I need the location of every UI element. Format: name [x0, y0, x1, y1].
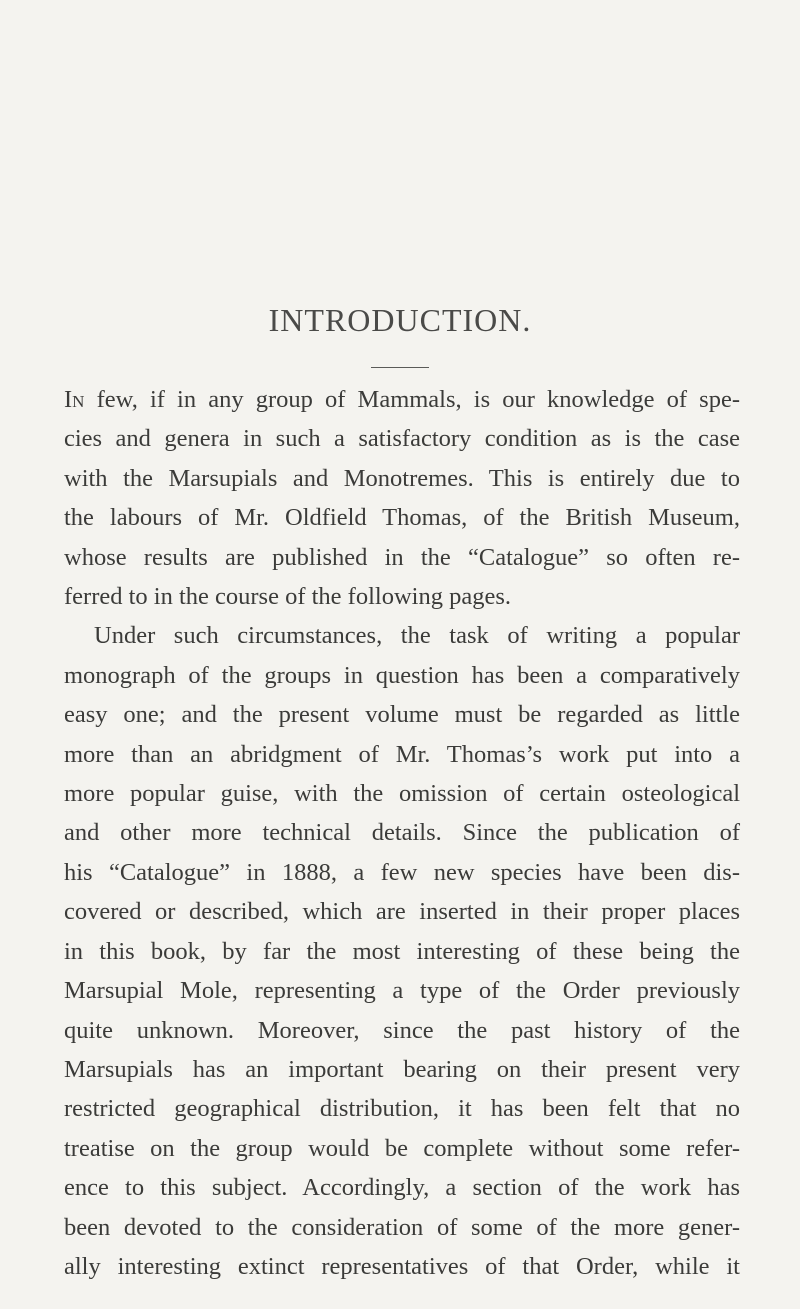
- text-line: easy one; and the present volume must be regarded as little: [64, 701, 740, 729]
- text-line: in this book, by far the most interesting of these being the: [64, 937, 740, 965]
- introduction-text: [64, 380, 740, 1286]
- text-line: In few, if in any group of Mammals, is our knowledge of spe-: [64, 386, 740, 413]
- text-line: the labours of Mr. Oldfield Thomas, of the British Museum,: [64, 504, 740, 532]
- text-line: more than an abridgment of Mr. Thomas’s work put into a: [64, 740, 740, 768]
- page-title: INTRODUCTION.: [268, 302, 532, 338]
- title-rule: [371, 367, 429, 368]
- text-line: cies and genera in such a satisfactory condition as is the case: [64, 425, 740, 453]
- text-line: Marsupials has an important bearing on their present very: [64, 1055, 740, 1083]
- text-line: covered or described, which are inserted in their proper places: [64, 898, 740, 926]
- text-line: ferred to in the course of the following pages.: [64, 583, 511, 611]
- text-line: ally interesting extinct representatives of that Order, while it: [64, 1252, 740, 1280]
- text-line: been devoted to the consideration of some of the more gener-: [64, 1213, 740, 1241]
- text-line: and other more technical details. Since the publication of: [64, 819, 740, 847]
- drop-word: In: [64, 386, 85, 413]
- text-line: restricted geographical distribution, it has been felt that no: [64, 1095, 740, 1123]
- text-line: monograph of the groups in question has been a comparatively: [64, 661, 740, 689]
- text-line: Under such circumstances, the task of writing a popular: [94, 622, 740, 650]
- text-line: treatise on the group would be complete without some refer-: [64, 1134, 740, 1162]
- text-line: ence to this subject. Accordingly, a section of the work has: [64, 1174, 740, 1202]
- text-line: whose results are published in the “Catalogue” so often re-: [64, 543, 740, 571]
- text-line: quite unknown. Moreover, since the past history of the: [64, 1016, 740, 1044]
- text-line: more popular guise, with the omission of certain osteological: [64, 780, 740, 808]
- text-line: with the Marsupials and Monotremes. This is entirely due to: [64, 464, 740, 492]
- text-line: his “Catalogue” in 1888, a few new species have been dis-: [64, 858, 740, 886]
- text-line: Marsupial Mole, representing a type of the Order previously: [64, 977, 740, 1005]
